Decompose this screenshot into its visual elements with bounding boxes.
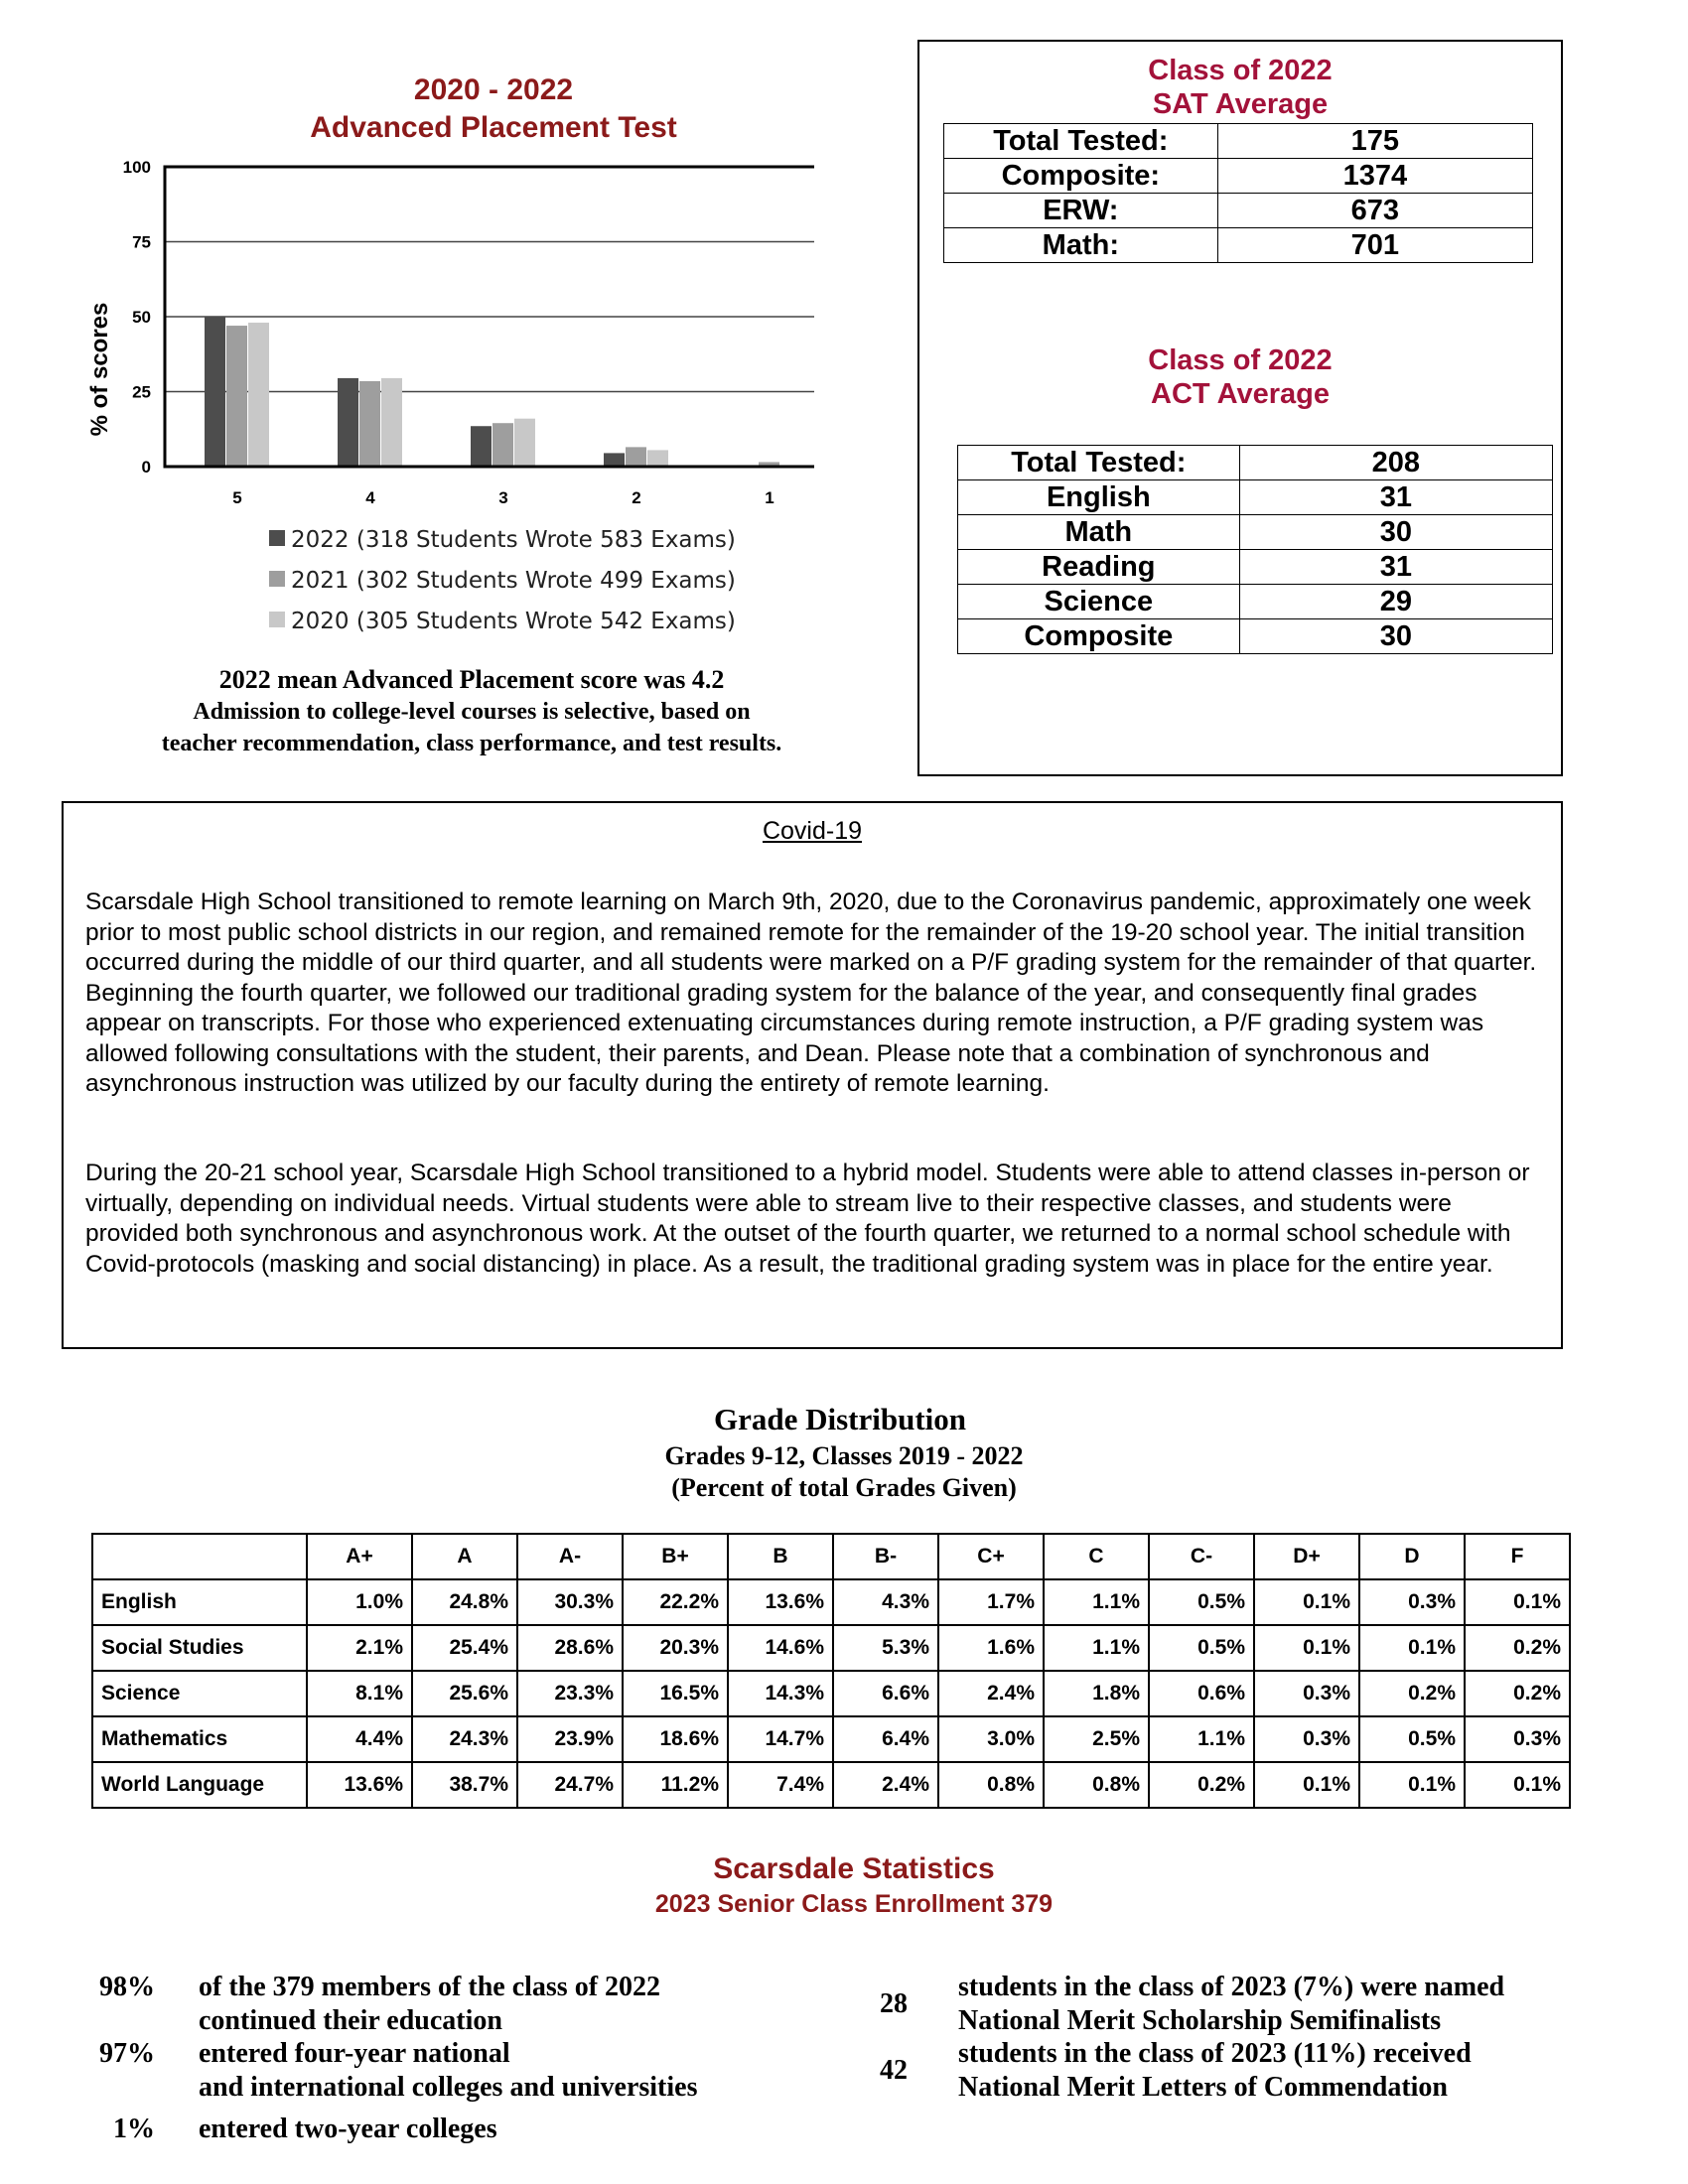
sat-title-line1: Class of 2022 bbox=[1148, 55, 1333, 86]
grade-percent-cell: 2.1% bbox=[307, 1625, 412, 1671]
grade-percent-cell: 6.6% bbox=[833, 1671, 938, 1716]
grade-percent-cell: 24.8% bbox=[412, 1579, 517, 1625]
y-tick-25: 25 bbox=[132, 382, 151, 402]
act-title-line1: Class of 2022 bbox=[1148, 344, 1333, 376]
act-row bbox=[958, 550, 1553, 585]
grade-percent-cell: 0.1% bbox=[1254, 1762, 1359, 1808]
grade-header: A bbox=[412, 1534, 517, 1579]
stat-right-value: 28 bbox=[880, 1988, 908, 2019]
grade-percent-cell: 23.3% bbox=[517, 1671, 623, 1716]
sat-table bbox=[943, 123, 1533, 263]
y-tick-labels bbox=[123, 158, 151, 477]
grade-percent-cell: 4.3% bbox=[833, 1579, 938, 1625]
grade-percent-cell: 0.8% bbox=[1044, 1762, 1149, 1808]
bar-4-series-0 bbox=[338, 378, 358, 467]
grade-header: C- bbox=[1149, 1534, 1254, 1579]
act-row bbox=[958, 515, 1553, 550]
ap-score-chart bbox=[60, 50, 814, 645]
ap-mean-note: 2022 mean Advanced Placement score was 4.2 bbox=[218, 665, 725, 694]
table-row bbox=[92, 1762, 1570, 1808]
grade-percent-cell: 1.1% bbox=[1149, 1716, 1254, 1762]
sat-label: Composite: bbox=[944, 159, 1218, 194]
grade-percent-cell: 2.4% bbox=[938, 1671, 1044, 1716]
act-label: Reading bbox=[958, 550, 1240, 585]
bar-3-series-2 bbox=[514, 419, 535, 467]
grade-percent-cell: 14.6% bbox=[728, 1625, 833, 1671]
x-tick-3: 3 bbox=[498, 488, 508, 507]
grade-percent-cell: 0.2% bbox=[1149, 1762, 1254, 1808]
y-tick-0: 0 bbox=[141, 458, 151, 477]
grade-percent-cell: 0.1% bbox=[1359, 1762, 1465, 1808]
grade-percent-cell: 20.3% bbox=[623, 1625, 728, 1671]
y-tick-75: 75 bbox=[132, 232, 151, 252]
grade-percent-cell: 0.1% bbox=[1359, 1625, 1465, 1671]
bar-3-series-0 bbox=[471, 426, 492, 467]
grade-percent-cell: 0.2% bbox=[1465, 1671, 1570, 1716]
y-tick-100: 100 bbox=[122, 158, 151, 177]
act-label: English bbox=[958, 480, 1240, 515]
grade-header-blank bbox=[92, 1534, 307, 1579]
grade-header: A- bbox=[517, 1534, 623, 1579]
table-row bbox=[92, 1671, 1570, 1716]
grade-distribution-title: Grade Distribution bbox=[713, 1402, 967, 1436]
act-row bbox=[958, 585, 1553, 619]
stat-left-value: 98% bbox=[99, 1972, 155, 2002]
test-averages-box bbox=[917, 40, 1563, 776]
act-value: 208 bbox=[1239, 446, 1552, 480]
grade-percent-cell: 0.2% bbox=[1359, 1671, 1465, 1716]
x-tick-2: 2 bbox=[632, 488, 641, 507]
sat-title-line2: SAT Average bbox=[1152, 88, 1329, 120]
grade-percent-cell: 13.6% bbox=[307, 1762, 412, 1808]
sat-value: 175 bbox=[1217, 124, 1532, 159]
stat-left-line2: and international colleges and universities bbox=[199, 2072, 698, 2103]
sat-row bbox=[944, 124, 1533, 159]
act-table bbox=[957, 445, 1553, 654]
grade-percent-cell: 0.8% bbox=[938, 1762, 1044, 1808]
grade-percent-cell: 7.4% bbox=[728, 1762, 833, 1808]
y-tick-50: 50 bbox=[132, 308, 151, 327]
grade-header: B- bbox=[833, 1534, 938, 1579]
grade-percent-cell: 0.1% bbox=[1465, 1579, 1570, 1625]
grade-percent-cell: 16.5% bbox=[623, 1671, 728, 1716]
grade-percent-cell: 2.4% bbox=[833, 1762, 938, 1808]
bar-2-series-1 bbox=[626, 447, 646, 467]
grade-header: C+ bbox=[938, 1534, 1044, 1579]
ap-admission-line2: teacher recommendation, class performance, and test results. bbox=[161, 731, 782, 756]
chart-title-line2: Advanced Placement Test bbox=[310, 111, 677, 144]
grade-percent-cell: 1.1% bbox=[1044, 1625, 1149, 1671]
stats-subtitle: 2023 Senior Class Enrollment 379 bbox=[654, 1890, 1054, 1918]
sat-value: 1374 bbox=[1217, 159, 1532, 194]
grade-header: D bbox=[1359, 1534, 1465, 1579]
act-value: 29 bbox=[1239, 585, 1552, 619]
grade-percent-cell: 30.3% bbox=[517, 1579, 623, 1625]
stat-left-line1: entered two-year colleges bbox=[199, 2114, 497, 2144]
sat-row bbox=[944, 194, 1533, 228]
grade-percent-cell: 0.5% bbox=[1359, 1716, 1465, 1762]
bar-4-series-1 bbox=[359, 381, 380, 467]
x-tick-5: 5 bbox=[232, 488, 242, 507]
grade-percent-cell: 6.4% bbox=[833, 1716, 938, 1762]
grade-percent-cell: 1.6% bbox=[938, 1625, 1044, 1671]
legend-label-0: 2022 (318 Students Wrote 583 Exams) bbox=[291, 527, 736, 553]
grade-percent-cell: 0.5% bbox=[1149, 1625, 1254, 1671]
stat-right-value: 42 bbox=[880, 2055, 908, 2086]
chart-title-line1: 2020 - 2022 bbox=[413, 73, 574, 106]
grade-header: C bbox=[1044, 1534, 1149, 1579]
grade-percent-cell: 0.1% bbox=[1254, 1625, 1359, 1671]
grade-percent-cell: 1.8% bbox=[1044, 1671, 1149, 1716]
act-label: Math bbox=[958, 515, 1240, 550]
act-value: 31 bbox=[1239, 550, 1552, 585]
grade-percent-cell: 8.1% bbox=[307, 1671, 412, 1716]
sat-label: Math: bbox=[944, 228, 1218, 263]
stat-right-line1: students in the class of 2023 (11%) received bbox=[958, 2038, 1472, 2069]
x-tick-4: 4 bbox=[365, 488, 375, 507]
grade-percent-cell: 1.0% bbox=[307, 1579, 412, 1625]
grade-percent-cell: 5.3% bbox=[833, 1625, 938, 1671]
table-row bbox=[92, 1716, 1570, 1762]
grade-percent-cell: 0.3% bbox=[1254, 1716, 1359, 1762]
legend-label-1: 2021 (302 Students Wrote 499 Exams) bbox=[291, 568, 736, 594]
legend-swatch-2 bbox=[269, 612, 285, 627]
grade-percent-cell: 18.6% bbox=[623, 1716, 728, 1762]
act-value: 30 bbox=[1239, 515, 1552, 550]
grade-distribution-subtitle2: (Percent of total Grades Given) bbox=[671, 1473, 1017, 1502]
bar-5-series-2 bbox=[248, 323, 269, 467]
grade-percent-cell: 23.9% bbox=[517, 1716, 623, 1762]
grade-percent-cell: 3.0% bbox=[938, 1716, 1044, 1762]
legend-label-2: 2020 (305 Students Wrote 542 Exams) bbox=[291, 609, 736, 634]
grade-percent-cell: 0.3% bbox=[1254, 1671, 1359, 1716]
grade-percent-cell: 22.2% bbox=[623, 1579, 728, 1625]
grade-header: D+ bbox=[1254, 1534, 1359, 1579]
grade-header: B bbox=[728, 1534, 833, 1579]
stat-left-line1: of the 379 members of the class of 2022 bbox=[199, 1972, 661, 2002]
act-label: Science bbox=[958, 585, 1240, 619]
grade-percent-cell: 24.3% bbox=[412, 1716, 517, 1762]
subject-cell: Mathematics bbox=[92, 1716, 307, 1762]
grade-distribution-table bbox=[91, 1533, 1571, 1809]
grade-percent-cell: 0.3% bbox=[1465, 1716, 1570, 1762]
table-row bbox=[92, 1579, 1570, 1625]
sat-value: 673 bbox=[1217, 194, 1532, 228]
grade-percent-cell: 0.2% bbox=[1465, 1625, 1570, 1671]
sat-label: ERW: bbox=[944, 194, 1218, 228]
stat-left-value: 97% bbox=[99, 2038, 155, 2069]
legend-swatch-1 bbox=[269, 571, 285, 587]
subject-cell: Social Studies bbox=[92, 1625, 307, 1671]
bar-2-series-0 bbox=[604, 453, 625, 467]
stat-right-line2: National Merit Scholarship Semifinalists bbox=[958, 2005, 1442, 2036]
act-row bbox=[958, 446, 1553, 480]
grade-distribution-subtitle1: Grades 9-12, Classes 2019 - 2022 bbox=[664, 1441, 1024, 1470]
sat-row bbox=[944, 228, 1533, 263]
x-tick-1: 1 bbox=[765, 488, 774, 507]
grade-header: A+ bbox=[307, 1534, 412, 1579]
subject-cell: World Language bbox=[92, 1762, 307, 1808]
act-value: 31 bbox=[1239, 480, 1552, 515]
subject-cell: English bbox=[92, 1579, 307, 1625]
act-label: Total Tested: bbox=[958, 446, 1240, 480]
covid-paragraph-1: Scarsdale High School transitioned to remote learning on March 9th, 2020, due to the Coronavirus pandemic, approximately one week prior to most public school districts in our region, and remained remote for the remainder of the 19-20 school year. The initial transition occurred during the middle of our third quarter, and all students were marked on a P/F grading system for the remainder of that quarter. Beginning the fourth quarter, we followed our traditional grading system for the balance of the year, and consequently final grades appear on transcripts. For those who experienced extenuating circumstances during remote instruction, a P/F grading system was allowed following consultations with the student, their parents, and Dean. Please note that a combination of synchronous and asynchronous instruction was utilized by our faculty during the entirety of remote learning. bbox=[85, 888, 1537, 1097]
grade-percent-cell: 13.6% bbox=[728, 1579, 833, 1625]
grade-table-header-row bbox=[92, 1534, 1570, 1579]
ap-admission-line1: Admission to college-level courses is selective, based on bbox=[193, 699, 751, 725]
grade-header: F bbox=[1465, 1534, 1570, 1579]
grade-percent-cell: 25.4% bbox=[412, 1625, 517, 1671]
covid-title: Covid-19 bbox=[762, 817, 863, 845]
sat-value: 701 bbox=[1217, 228, 1532, 263]
grade-percent-cell: 1.1% bbox=[1044, 1579, 1149, 1625]
grade-percent-cell: 14.3% bbox=[728, 1671, 833, 1716]
stat-right-line2: National Merit Letters of Commendation bbox=[958, 2072, 1449, 2103]
bar-2-series-2 bbox=[647, 450, 668, 467]
grade-percent-cell: 28.6% bbox=[517, 1625, 623, 1671]
grade-percent-cell: 2.5% bbox=[1044, 1716, 1149, 1762]
x-tick-labels bbox=[232, 488, 774, 507]
stat-left-line2: continued their education bbox=[199, 2005, 502, 2036]
grade-percent-cell: 25.6% bbox=[412, 1671, 517, 1716]
grade-percent-cell: 11.2% bbox=[623, 1762, 728, 1808]
stat-right-line1: students in the class of 2023 (7%) were named bbox=[958, 1972, 1505, 2002]
grade-percent-cell: 14.7% bbox=[728, 1716, 833, 1762]
act-title-line2: ACT Average bbox=[1151, 378, 1330, 410]
y-axis-label: % of scores bbox=[86, 302, 113, 437]
stats-title: Scarsdale Statistics bbox=[713, 1852, 995, 1885]
grade-percent-cell: 24.7% bbox=[517, 1762, 623, 1808]
bar-4-series-2 bbox=[381, 378, 402, 467]
act-row bbox=[958, 619, 1553, 654]
grade-percent-cell: 0.5% bbox=[1149, 1579, 1254, 1625]
grade-percent-cell: 0.1% bbox=[1254, 1579, 1359, 1625]
grade-percent-cell: 38.7% bbox=[412, 1762, 517, 1808]
bar-3-series-1 bbox=[492, 423, 513, 467]
act-label: Composite bbox=[958, 619, 1240, 654]
bar-5-series-0 bbox=[205, 317, 225, 467]
covid-19-box bbox=[62, 801, 1563, 1349]
bar-5-series-1 bbox=[226, 326, 247, 467]
sat-row bbox=[944, 159, 1533, 194]
legend-swatch-0 bbox=[269, 530, 285, 546]
grade-header: B+ bbox=[623, 1534, 728, 1579]
sat-label: Total Tested: bbox=[944, 124, 1218, 159]
stat-left-line1: entered four-year national bbox=[199, 2038, 510, 2069]
grade-percent-cell: 1.7% bbox=[938, 1579, 1044, 1625]
act-value: 30 bbox=[1239, 619, 1552, 654]
grade-percent-cell: 0.3% bbox=[1359, 1579, 1465, 1625]
covid-paragraph-2: During the 20-21 school year, Scarsdale High School transitioned to a hybrid model. Students were able to attend classes in-person or virtually, depending on individual needs. Virtual students were able to stream live to their respective classes, and students were provided both synchronous and asynchronous work. At the outset of the fourth quarter, we returned to a normal school schedule with Covid-protocols (masking and social distancing) in place. As a result, the traditional grading system was in place for the entire year. bbox=[85, 1160, 1530, 1278]
stat-left-value: 1% bbox=[113, 2114, 155, 2144]
subject-cell: Science bbox=[92, 1671, 307, 1716]
grade-percent-cell: 0.6% bbox=[1149, 1671, 1254, 1716]
chart-legend bbox=[269, 527, 736, 634]
act-row bbox=[958, 480, 1553, 515]
grade-percent-cell: 0.1% bbox=[1465, 1762, 1570, 1808]
table-row bbox=[92, 1625, 1570, 1671]
grade-percent-cell: 4.4% bbox=[307, 1716, 412, 1762]
